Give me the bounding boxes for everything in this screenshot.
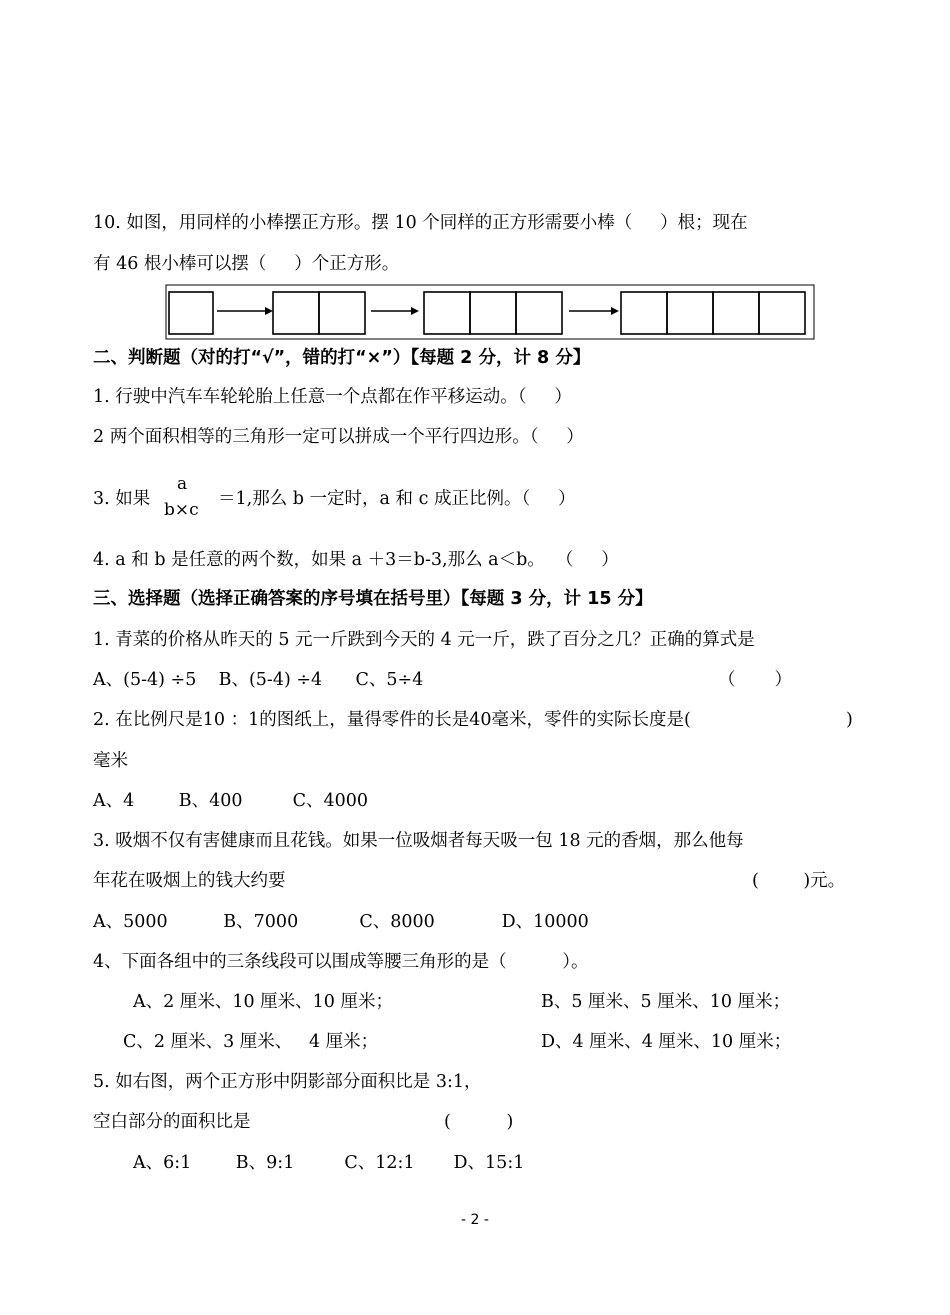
section3-q2-unit: 毫米 bbox=[93, 751, 128, 771]
section2-q1: 1. 行驶中汽车车轮轮胎上任意一个点都在作平移运动。（ ） bbox=[93, 387, 572, 407]
section3-q2: 2. 在比例尺是10 ：1的图纸上，量得零件的长是40毫米，零件的实际长度是( bbox=[93, 710, 691, 730]
section3-q5-line1: 5. 如右图，两个正方形中阴影部分面积比是 3:1， bbox=[93, 1072, 482, 1092]
section2-q3-suffix: ＝1,那么 b 一定时，a 和 c 成正比例。（ ） bbox=[218, 489, 576, 509]
section3-q4-option-d: D、4 厘米、4 厘米、10 厘米； bbox=[541, 1032, 792, 1052]
section3-q1-answer-paren: （ ） bbox=[718, 670, 792, 690]
section3-heading: 三、选择题（选择正确答案的序号填在括号里）【每题 3 分，计 15 分】 bbox=[93, 589, 653, 609]
section3-q4-option-a: A、2 厘米、10 厘米、10 厘米； bbox=[133, 992, 393, 1012]
fraction-numerator: a bbox=[177, 474, 188, 494]
section3-q4-option-b: B、5 厘米、5 厘米、10 厘米； bbox=[541, 992, 791, 1012]
section3-q3-answer-paren: ( )元。 bbox=[752, 871, 846, 891]
section2-q3-prefix: 3. 如果 bbox=[93, 489, 151, 509]
square bbox=[516, 292, 562, 334]
section3-q3-options: A、5000 B、7000 C、8000 D、10000 bbox=[93, 912, 589, 932]
arrow-head bbox=[611, 307, 619, 315]
section3-q2-paren-end: ) bbox=[846, 710, 853, 730]
section3-q5-line2: 空白部分的面积比是 bbox=[93, 1112, 251, 1132]
square bbox=[667, 292, 713, 334]
section2-heading: 二、判断题（对的打“√”，错的打“×”）【每题 2 分，计 8 分】 bbox=[93, 348, 591, 368]
square bbox=[319, 292, 365, 334]
section2-q4: 4. a 和 b 是任意的两个数，如果 a ＋3＝b-3,那么 a＜b。 （ ） bbox=[93, 550, 619, 570]
section3-q1-options: A、(5-4) ÷5 B、(5-4) ÷4 C、5÷4 bbox=[93, 670, 424, 690]
q10-line1: 10. 如图，用同样的小棒摆正方形。摆 10 个同样的正方形需要小棒（ ）根；现在 bbox=[93, 213, 748, 233]
section3-q5-options: A、6:1 B、9:1 C、12:1 D、15:1 bbox=[133, 1153, 525, 1173]
fraction-denominator: b×c bbox=[164, 500, 199, 520]
section3-q3-line2: 年花在吸烟上的钱大约要 bbox=[93, 871, 286, 891]
square bbox=[424, 292, 470, 334]
section3-q2-options: A、4 B、400 C、4000 bbox=[93, 791, 369, 811]
matchstick-squares-figure bbox=[165, 284, 817, 340]
arrow-head bbox=[265, 307, 273, 315]
section3-q5-answer-paren: ( ) bbox=[444, 1112, 514, 1132]
square bbox=[713, 292, 759, 334]
square bbox=[759, 292, 805, 334]
square bbox=[273, 292, 319, 334]
square bbox=[470, 292, 516, 334]
section3-q4-option-c: C、2 厘米、3 厘米、 4 厘米； bbox=[123, 1032, 379, 1052]
section2-q2: 2 两个面积相等的三角形一定可以拼成一个平行四边形。（ ） bbox=[93, 427, 584, 447]
section3-q3-line1: 3. 吸烟不仅有害健康而且花钱。如果一位吸烟者每天吸一包 18 元的香烟，那么他每 bbox=[93, 831, 744, 851]
section3-q4: 4、下面各组中的三条线段可以围成等腰三角形的是（ ）。 bbox=[93, 952, 589, 972]
figure-frame bbox=[166, 285, 814, 339]
arrow-head bbox=[411, 307, 419, 315]
square bbox=[621, 292, 667, 334]
page-number: - 2 - bbox=[461, 1212, 489, 1228]
q10-line2: 有 46 根小棒可以摆（ ）个正方形。 bbox=[93, 254, 400, 274]
section3-q1: 1. 青菜的价格从昨天的 5 元一斤跌到今天的 4 元一斤，跌了百分之几？正确的算式是 bbox=[93, 630, 755, 650]
square bbox=[169, 292, 213, 334]
